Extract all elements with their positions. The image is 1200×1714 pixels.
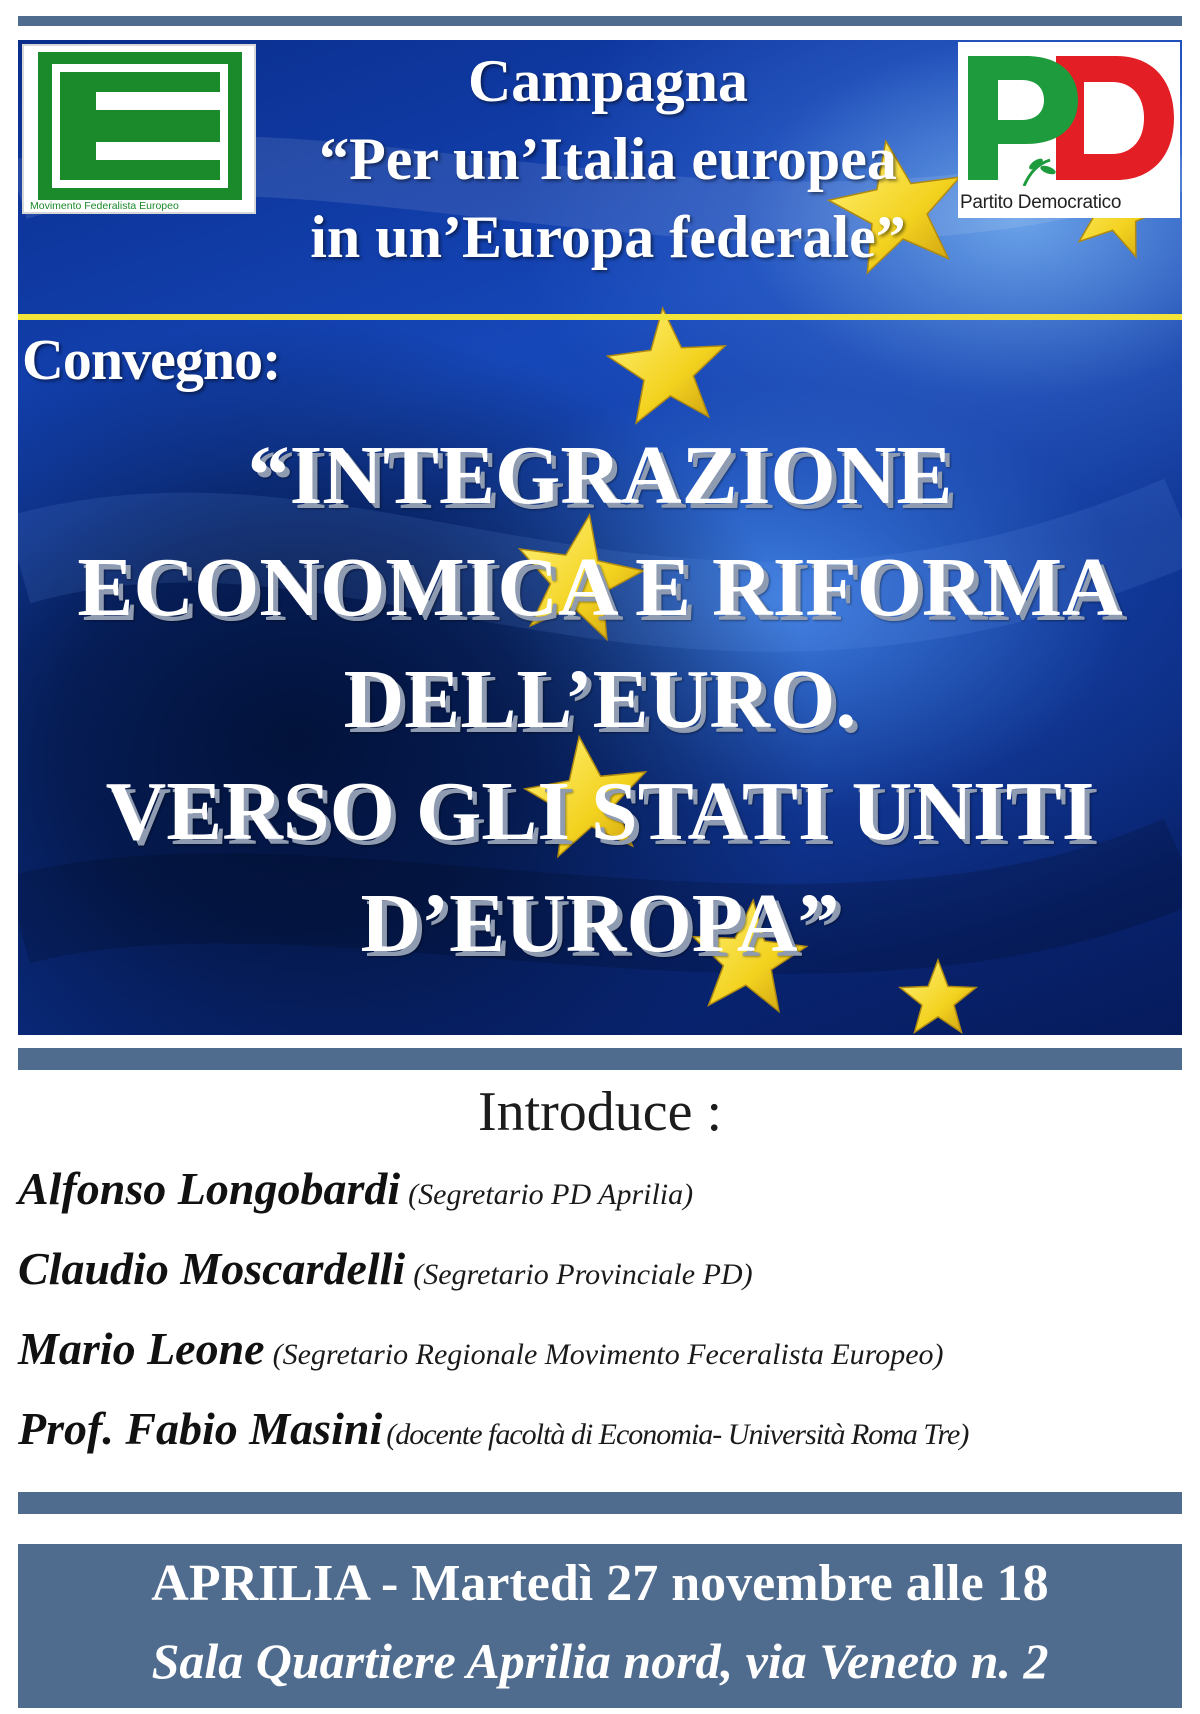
convegno-label: Convegno: [22,327,281,392]
speaker-name: Alfonso Longobardi [18,1163,401,1214]
speaker-name: Claudio Moscardelli [18,1243,406,1294]
event-title [18,420,1182,980]
title-line-4: VERSO GLI STATI UNITI [105,765,1095,858]
campaign-line-3: in un’Europa federale” [310,204,906,270]
title-line-2: ECONOMICA E RIFORMA [77,541,1123,634]
top-rule [18,16,1182,26]
speaker-role: (Segretario Provinciale PD) [413,1258,753,1291]
speaker-row [18,1402,1188,1482]
title-line-5: D’EUROPA” [360,877,840,970]
speaker-role: (Segretario Regionale Movimento Feceralista Europeo) [272,1338,944,1371]
eu-star-icon [608,308,726,423]
mfe-logo [22,44,256,214]
event-venue: Sala Quartiere Aprilia nord, via Veneto n. 2 [151,1633,1049,1689]
yellow-separator [18,314,1182,320]
divider-band-1 [18,1048,1182,1070]
pd-letters-icon [964,46,1174,186]
speaker-list [18,1162,1188,1482]
speaker-name: Prof. Fabio Masini [18,1403,383,1454]
campaign-heading [258,42,958,276]
campaign-line-1: Campagna [467,48,749,114]
event-date: APRILIA - Martedì 27 novembre alle 18 [151,1555,1049,1612]
speaker-row [18,1242,1188,1322]
speaker-name: Mario Leone [18,1323,265,1374]
speaker-role: (docente facoltà di Economia- Università Roma Tre) [386,1418,969,1451]
title-line-1: “INTEGRAZIONE [247,429,953,522]
eu-flag-banner [18,40,1182,1035]
introduce-heading: Introduce : [477,1081,723,1143]
speaker-role: (Segretario PD Aprilia) [408,1178,694,1211]
divider-band-2 [18,1492,1182,1514]
pd-logo-caption: Partito Democratico [960,192,1122,213]
mfe-logo-caption: Movimento Federalista Europeo [30,200,179,212]
mfe-e-icon [38,52,242,200]
speaker-row [18,1162,1188,1242]
pd-logo [958,42,1180,218]
speaker-row [18,1322,1188,1402]
event-details-band [18,1544,1182,1708]
title-line-3: DELL’EURO. [343,653,857,746]
campaign-line-2: “Per un’Italia europea [319,126,897,192]
